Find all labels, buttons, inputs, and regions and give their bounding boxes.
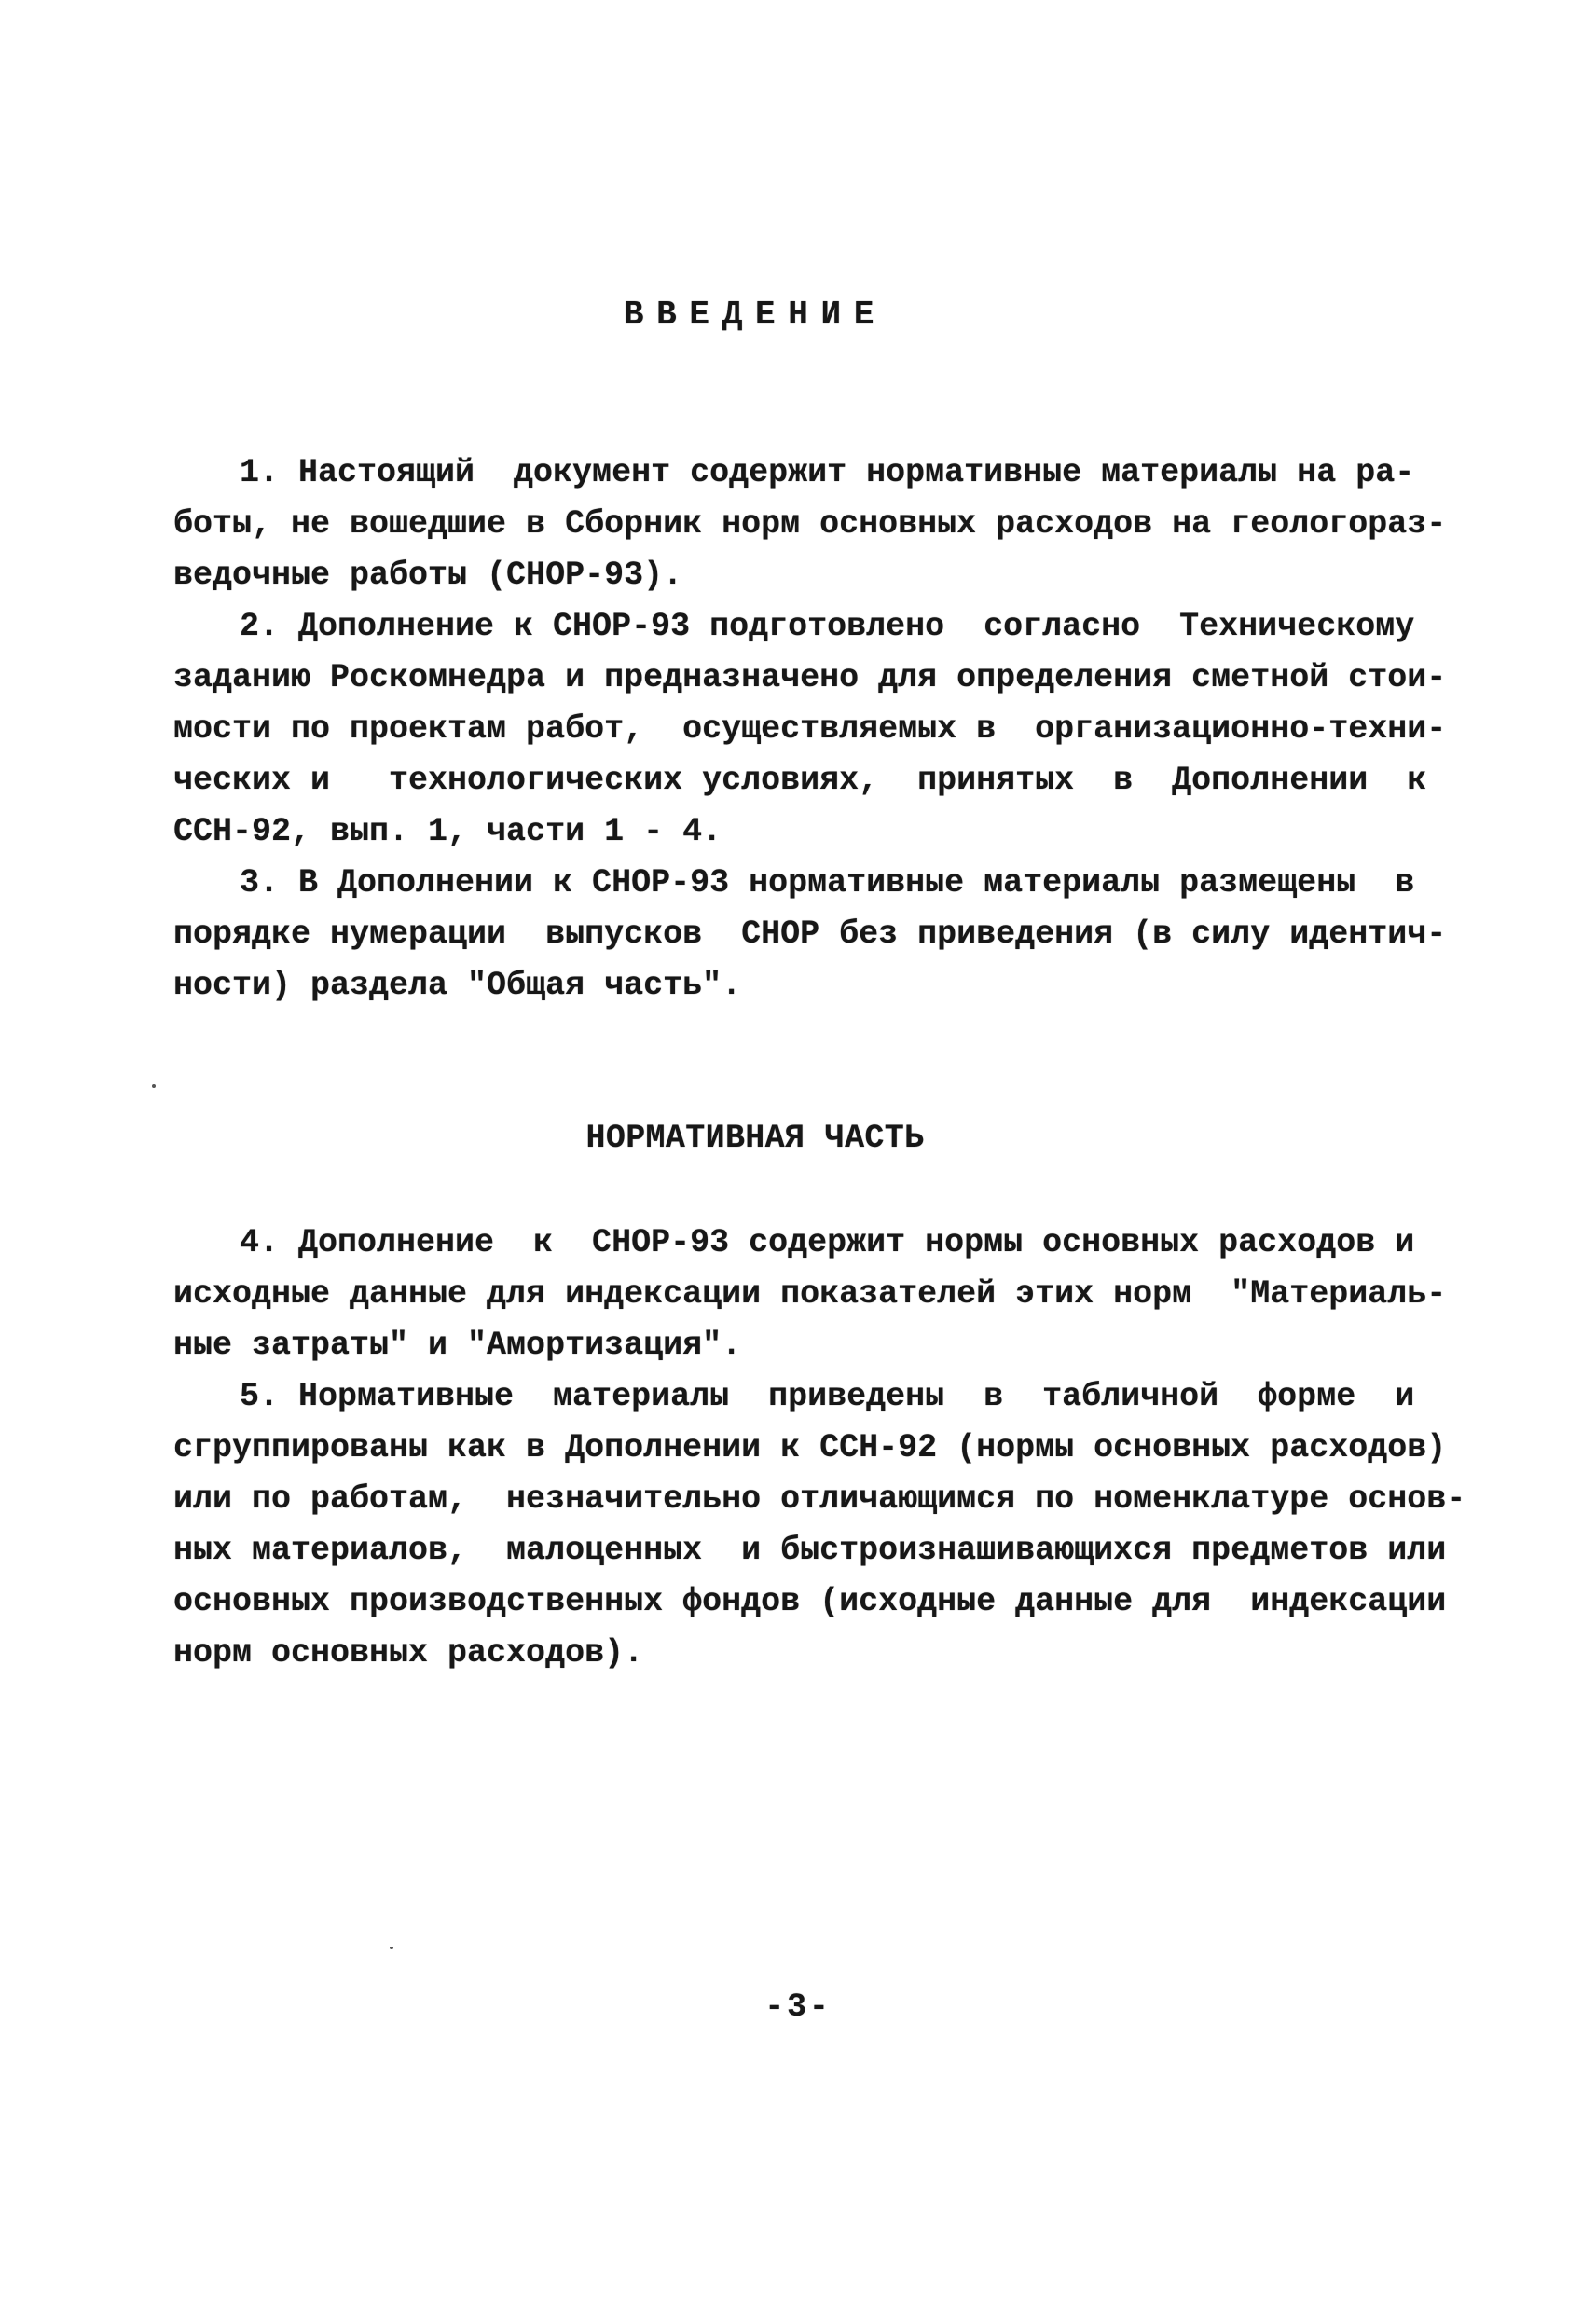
text-line: боты, не вошедшие в Сборник норм основных расходов на геологораз- <box>173 505 1447 543</box>
scan-speck <box>152 1084 156 1088</box>
text-line: 1. Настоящий документ содержит нормативные материалы на ра- <box>240 454 1415 491</box>
text-line: ности) раздела "Общая часть". <box>173 967 742 1004</box>
section-heading-normative-part: НОРМАТИВНАЯ ЧАСТЬ <box>585 1120 925 1157</box>
paragraph <box>173 858 1479 1012</box>
normative-text-block <box>173 1218 1479 1679</box>
text-line: заданию Роскомнедра и предназначено для определения сметной стои- <box>173 659 1447 696</box>
paragraph <box>173 447 1479 601</box>
paragraph <box>173 1371 1479 1679</box>
text-line: исходные данные для индексации показателей этих норм "Материаль- <box>173 1275 1447 1313</box>
text-line: мости по проектам работ, осуществляемых в организационно-техни- <box>173 710 1447 748</box>
text-line: 5. Нормативные материалы приведены в табличной форме и <box>240 1378 1415 1415</box>
text-line: или по работам, незначительно отличающимся по номенклатуре основ- <box>173 1480 1466 1518</box>
text-line: ведочные работы (СНОР-93). <box>173 557 683 594</box>
text-line: норм основных расходов). <box>173 1634 644 1672</box>
text-line: порядке нумерации выпусков СНОР без приведения (в силу идентич- <box>173 915 1447 953</box>
text-line: 3. В Дополнении к СНОР-93 нормативные материалы размещены в <box>240 864 1415 901</box>
text-line: ССН-92, вып. 1, части 1 - 4. <box>173 813 722 850</box>
text-line: 4. Дополнение к СНОР-93 содержит нормы основных расходов и <box>240 1224 1415 1261</box>
text-line: ческих и технологических условиях, принятых в Дополнении к <box>173 762 1427 799</box>
page-number: -3- <box>764 1989 832 2026</box>
text-line: ных материалов, малоценных и быстроизнашивающихся предметов или <box>173 1532 1447 1569</box>
text-line: 2. Дополнение к СНОР-93 подготовлено согласно Техническому <box>240 608 1415 645</box>
section-heading-introduction: ВВЕДЕНИЕ <box>623 296 887 334</box>
text-line: сгруппированы как в Дополнении к ССН-92 (нормы основных расходов) <box>173 1429 1447 1466</box>
scan-speck <box>390 1947 393 1949</box>
introduction-text-block <box>173 447 1479 1012</box>
text-line: основных производственных фондов (исходные данные для индексации <box>173 1583 1447 1620</box>
paragraph <box>173 601 1479 858</box>
text-line: ные затраты" и "Амортизация". <box>173 1327 742 1364</box>
paragraph <box>173 1218 1479 1371</box>
